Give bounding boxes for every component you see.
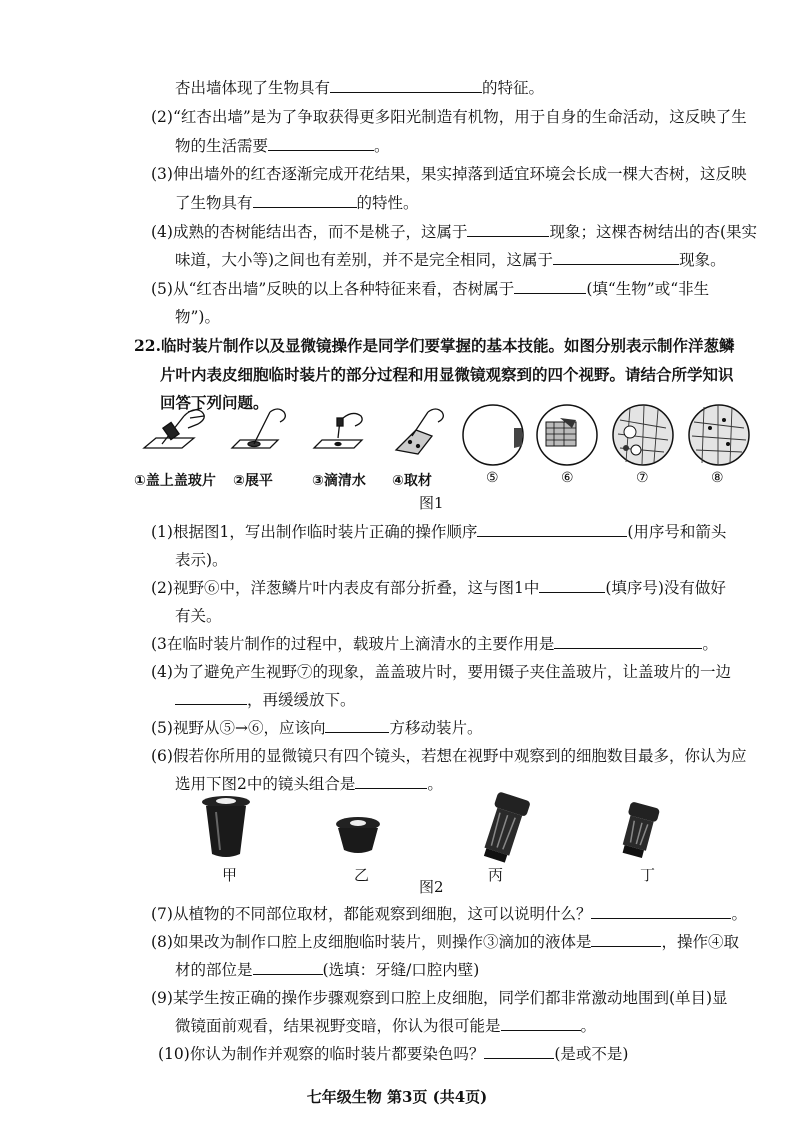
- lens-label-bing: 丙: [488, 866, 504, 884]
- q22-sub-10: (10)你认为制作并观察的临时装片都要染色吗？ (是或不是): [158, 1045, 629, 1063]
- lens-bing-illustration: [478, 791, 531, 864]
- view-number-8: ⑧: [711, 470, 724, 486]
- q22-sub-6-cont: 选用下图2中的镜头组合是 。: [175, 775, 443, 793]
- answer-blank[interactable]: [268, 136, 374, 151]
- lens-ding-illustration: [618, 801, 660, 859]
- page-footer: 七年级生物 第3页 (共4页): [306, 1088, 488, 1106]
- q22-sub-2: (2)视野⑥中，洋葱鳞片叶内表皮有部分折叠，这与图1中 (填序号)没有做好: [151, 579, 726, 597]
- q22-sub-1: (1)根据图1，写出制作临时装片正确的操作顺序 (用序号和箭头: [151, 523, 727, 541]
- view-5-illustration: [463, 405, 523, 465]
- q22-intro-1: 22.临时装片制作以及显微镜操作是同学们要掌握的基本技能。如图分别表示制作洋葱鳞: [134, 336, 735, 355]
- lens-yi-illustration: [336, 817, 380, 853]
- q22-intro-2: 片叶内表皮细胞临时装片的部分过程和用显微镜观察到的四个视野。请结合所学知识: [160, 365, 734, 384]
- figure-2-lenses: [190, 790, 670, 862]
- answer-blank[interactable]: [477, 522, 627, 537]
- answer-blank[interactable]: [253, 960, 323, 975]
- answer-blank[interactable]: [325, 718, 389, 733]
- q21-item-5: (5)从“红杏出墙”反映的以上各种特征来看，杏树属于 (填“生物”或“非生: [151, 280, 710, 298]
- q21-line-6: 味道，大小等)之间也有差别，并不是完全相同，这属于 现象。: [175, 251, 726, 269]
- figure-1-microscope-views: [462, 402, 762, 468]
- answer-blank[interactable]: [591, 932, 661, 947]
- answer-blank[interactable]: [514, 279, 586, 294]
- caption-drip-water: ③滴清水: [312, 473, 366, 489]
- caption-cover-slip: ①盖上盖玻片: [134, 473, 216, 489]
- figure-1-procedure-drawings: [138, 404, 458, 464]
- q22-sub-1-cont: 表示)。: [175, 551, 228, 569]
- q22-sub-4-cont: ，再缓缓放下。: [175, 690, 356, 710]
- answer-blank[interactable]: [467, 222, 549, 237]
- view-7-illustration: [613, 405, 673, 465]
- view-number-7: ⑦: [636, 470, 649, 486]
- answer-blank[interactable]: [501, 1016, 581, 1031]
- q22-sub-5: (5)视野从⑤→⑥，应该向 方移动装片。: [151, 719, 483, 737]
- procedure-drip-water-illustration: [314, 413, 362, 448]
- answer-blank[interactable]: [539, 578, 605, 593]
- q22-sub-9-cont: 微镜面前观看，结果视野变暗，你认为很可能是 。: [175, 1017, 597, 1035]
- q22-sub-8-cont: 材的部位是 (选填：牙缝/口腔内壁): [175, 961, 480, 979]
- view-6-illustration: [537, 405, 597, 465]
- lens-jia-illustration: [202, 796, 250, 857]
- q22-sub-8: (8)如果改为制作口腔上皮细胞临时装片，则操作③滴加的液体是 ，操作④取: [151, 933, 739, 951]
- q21-line-4: 了生物具有 的特性。: [175, 194, 419, 212]
- view-8-illustration: [689, 405, 749, 465]
- answer-blank[interactable]: [175, 690, 247, 705]
- procedure-cover-slip-illustration: [144, 408, 204, 448]
- q21-line-0: 杏出墙体现了生物具有 的特征。: [175, 79, 545, 97]
- figure-1-title: 图1: [419, 494, 444, 512]
- figure-2-title: 图2: [419, 878, 444, 896]
- q22-sub-9: (9)某学生按正确的操作步骤观察到口腔上皮细胞，同学们都非常激动地围到(单目)显: [151, 989, 728, 1007]
- answer-blank[interactable]: [591, 904, 731, 919]
- q22-sub-2-cont: 有关。: [175, 607, 222, 625]
- q22-sub-7: (7)从植物的不同部位取材，都能观察到细胞，这可以说明什么？ 。: [151, 905, 747, 923]
- procedure-spread-illustration: [232, 409, 285, 448]
- q21-line-8: 物”)。: [175, 308, 220, 326]
- answer-blank[interactable]: [554, 634, 702, 649]
- lens-label-yi: 乙: [354, 866, 370, 884]
- lens-label-ding: 丁: [640, 866, 656, 884]
- answer-blank[interactable]: [484, 1044, 554, 1059]
- q21-item-3: (3)伸出墙外的红杏逐渐完成开花结果，果实掉落到适宜环境会长成一棵大杏树，这反映: [151, 165, 747, 183]
- q21-item-2: (2)“红杏出墙”是为了争取获得更多阳光制造有机物，用于自身的生命活动，这反映了生: [151, 108, 747, 126]
- view-number-5: ⑤: [486, 470, 499, 486]
- answer-blank[interactable]: [553, 250, 679, 265]
- caption-take-material: ④取材: [392, 473, 432, 489]
- q21-line-2: 物的生活需要 。: [175, 137, 390, 155]
- procedure-take-material-illustration: [396, 409, 443, 454]
- lens-label-jia: 甲: [222, 866, 238, 884]
- q22-intro-3: 回答下列问题。: [160, 393, 269, 412]
- answer-blank[interactable]: [330, 78, 482, 93]
- q21-item-4: (4)成熟的杏树能结出杏，而不是桃子，这属于 现象；这棵杏树结出的杏(果实: [151, 223, 758, 241]
- answer-blank[interactable]: [355, 774, 427, 789]
- caption-spread: ②展平: [233, 473, 273, 489]
- q22-sub-3: (3在临时装片制作的过程中，载玻片上滴清水的主要作用是 。: [151, 635, 718, 653]
- answer-blank[interactable]: [253, 193, 357, 208]
- q22-sub-4: (4)为了避免产生视野⑦的现象，盖盖玻片时，要用镊子夹住盖玻片，让盖玻片的一边: [151, 663, 731, 681]
- q22-sub-6: (6)假若你所用的显微镜只有四个镜头，若想在视野中观察到的细胞数目最多，你认为应: [151, 747, 747, 765]
- view-number-6: ⑥: [561, 470, 574, 486]
